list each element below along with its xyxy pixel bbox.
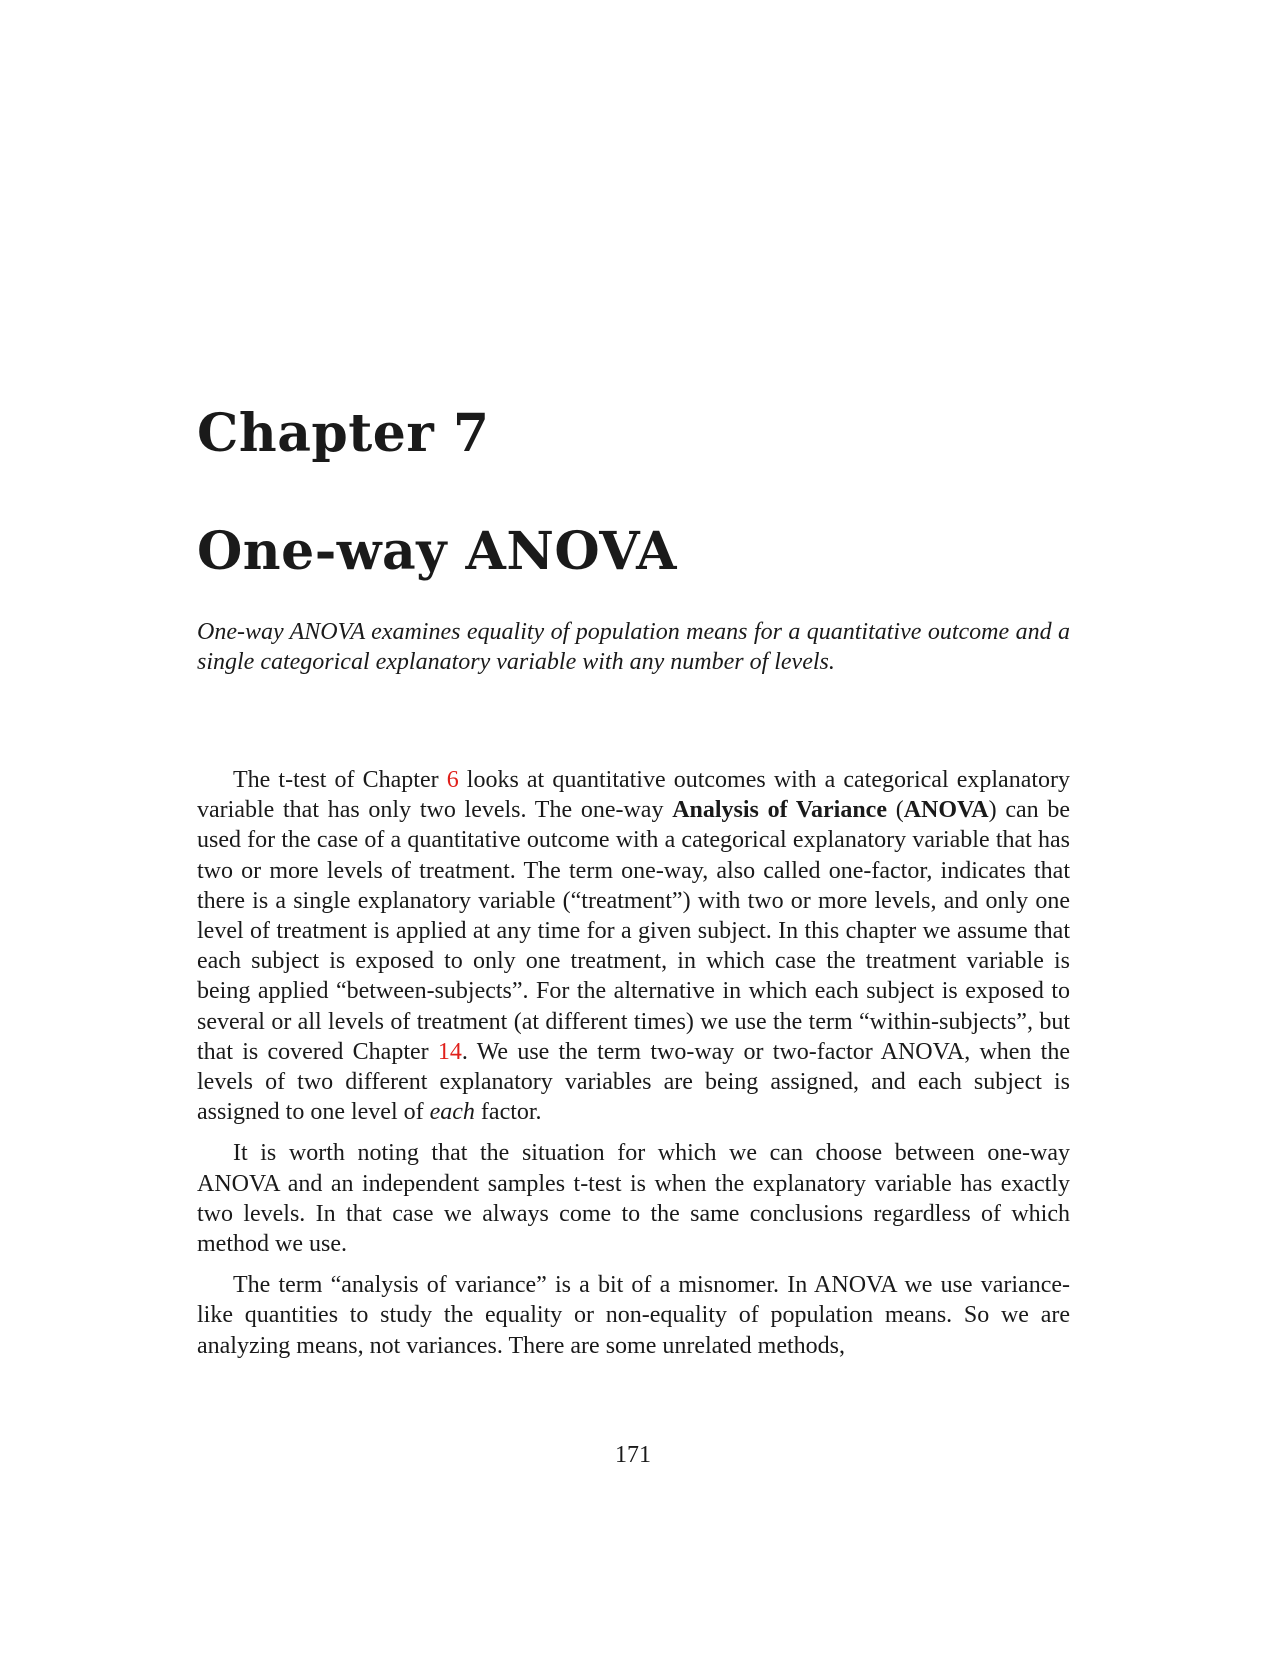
paragraph-1-text-f: factor.	[474, 1099, 542, 1126]
emphasis-each: each	[429, 1099, 475, 1126]
page-number: 171	[615, 1442, 651, 1468]
paragraph-2: It is worth noting that the situation for which we can choose between one-way ANOVA and an independent samples t-test is when the explanatory variable has exactly two levels. In that case we always come to the same conclusions regardless of which method we use.	[197, 1140, 1070, 1258]
paragraph-3: The term “analysis of variance” is a bit of a misnomer. In ANOVA we use variance-like quantities to study the equality or non-equality of population means. So we are analyzing means, not variances. There are some unrelated methods,	[197, 1272, 1070, 1359]
paragraph-1-text-b: looks at quantitative outcomes with a categorical explanatory variable that has only two levels. The one-way	[197, 767, 1070, 824]
paragraph-1-text-a: The t-test of Chapter	[233, 767, 447, 793]
chapter-14-link[interactable]: 14	[437, 1038, 462, 1065]
term-analysis-of-variance: Analysis of Variance	[672, 797, 887, 824]
chapter-title: One-way ANOVA	[197, 521, 677, 582]
paragraph-1-text-d: ) can be used for the case of a quantitative outcome with a categorical explanatory variable that has two or more levels of treatment. The term one-way, also called one-factor, indicates that there is a single explanatory variable (“treatment”) with two or more levels, and only one level of treatment is applied at any time for a given subject. In this chapter we assume that each subject is exposed to only one treatment, in which case the treatment variable is being applied “between-subjects”. For the alternative in which each subject is exposed to several or all levels of treatment (at different times) we use the term “within-subjects”, but that is covered Chapter	[197, 797, 1070, 1065]
chapter-body	[197, 765, 1070, 1372]
chapter-abstract: One-way ANOVA examines equality of population means for a quantitative outcome and a single categorical explanatory variable with any number of levels.	[197, 619, 1070, 675]
paragraph-1	[197, 765, 1070, 1127]
paragraph-1-text-e: . We use the term two-way or two-factor ANOVA, when the levels of two different explanatory variables are being assigned, and each subject is assigned to one level of	[197, 1038, 1070, 1126]
chapter-label: Chapter 7	[197, 403, 490, 464]
paragraph-1-text-c: (	[886, 797, 904, 824]
term-anova: ANOVA	[903, 797, 989, 824]
chapter-6-link[interactable]: 6	[446, 767, 459, 793]
